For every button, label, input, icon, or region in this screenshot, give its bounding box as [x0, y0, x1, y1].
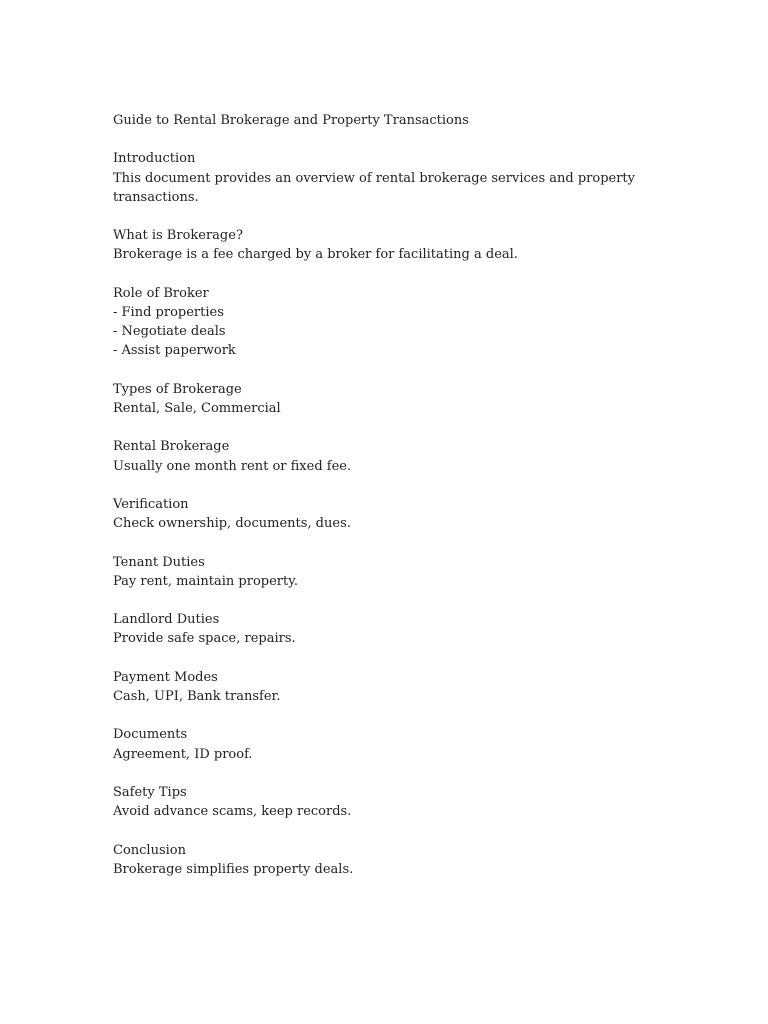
section-line: Avoid advance scams, keep records.: [113, 804, 352, 820]
spacer: [113, 207, 673, 226]
section-tenant-duties: [113, 553, 673, 591]
section-verification: [113, 495, 673, 533]
section-line: Agreement, ID proof.: [113, 746, 253, 762]
spacer: [113, 130, 673, 149]
spacer: [113, 706, 673, 725]
section-line: transactions.: [113, 189, 199, 205]
section-line: Rental, Sale, Commercial: [113, 400, 281, 416]
section-heading: Verification: [113, 496, 189, 512]
section-heading: Types of Brokerage: [113, 381, 242, 397]
section-landlord-duties: [113, 610, 673, 648]
spacer: [113, 361, 673, 380]
spacer: [113, 476, 673, 495]
spacer: [113, 265, 673, 284]
section-line: Usually one month rent or fixed fee.: [113, 458, 352, 474]
section-heading: Safety Tips: [113, 784, 187, 800]
document-title: Guide to Rental Brokerage and Property Transactions: [113, 113, 469, 128]
section-introduction: [113, 149, 673, 207]
section-heading: Role of Broker: [113, 285, 209, 301]
section-heading: Landlord Duties: [113, 612, 220, 628]
section-line: Provide safe space, repairs.: [113, 631, 296, 647]
section-heading: Introduction: [113, 151, 196, 167]
section-conclusion: [113, 841, 673, 879]
document-page: [113, 111, 673, 879]
section-rental-brokerage: [113, 437, 673, 475]
section-documents: [113, 725, 673, 763]
section-types-of-brokerage: [113, 380, 673, 418]
section-what-is-brokerage: [113, 226, 673, 264]
section-safety-tips: [113, 783, 673, 821]
section-role-of-broker: [113, 284, 673, 361]
spacer: [113, 764, 673, 783]
list-item: - Assist paperwork: [113, 343, 236, 359]
section-line: Brokerage simplifies property deals.: [113, 861, 354, 877]
section-heading: Documents: [113, 727, 188, 743]
list-item: - Negotiate deals: [113, 324, 226, 340]
section-heading: Payment Modes: [113, 669, 218, 685]
spacer: [113, 649, 673, 668]
section-heading: Tenant Duties: [113, 554, 205, 570]
section-heading: Conclusion: [113, 842, 186, 858]
spacer: [113, 821, 673, 840]
section-payment-modes: [113, 668, 673, 706]
spacer: [113, 533, 673, 552]
section-heading: What is Brokerage?: [113, 228, 243, 244]
section-line: Cash, UPI, Bank transfer.: [113, 688, 281, 704]
section-line: Pay rent, maintain property.: [113, 573, 298, 589]
section-line: This document provides an overview of rental brokerage services and property: [113, 170, 635, 186]
section-line: Brokerage is a fee charged by a broker for facilitating a deal.: [113, 247, 518, 263]
spacer: [113, 591, 673, 610]
section-line: Check ownership, documents, dues.: [113, 516, 351, 532]
spacer: [113, 418, 673, 437]
list-item: - Find properties: [113, 304, 224, 320]
section-heading: Rental Brokerage: [113, 439, 230, 455]
